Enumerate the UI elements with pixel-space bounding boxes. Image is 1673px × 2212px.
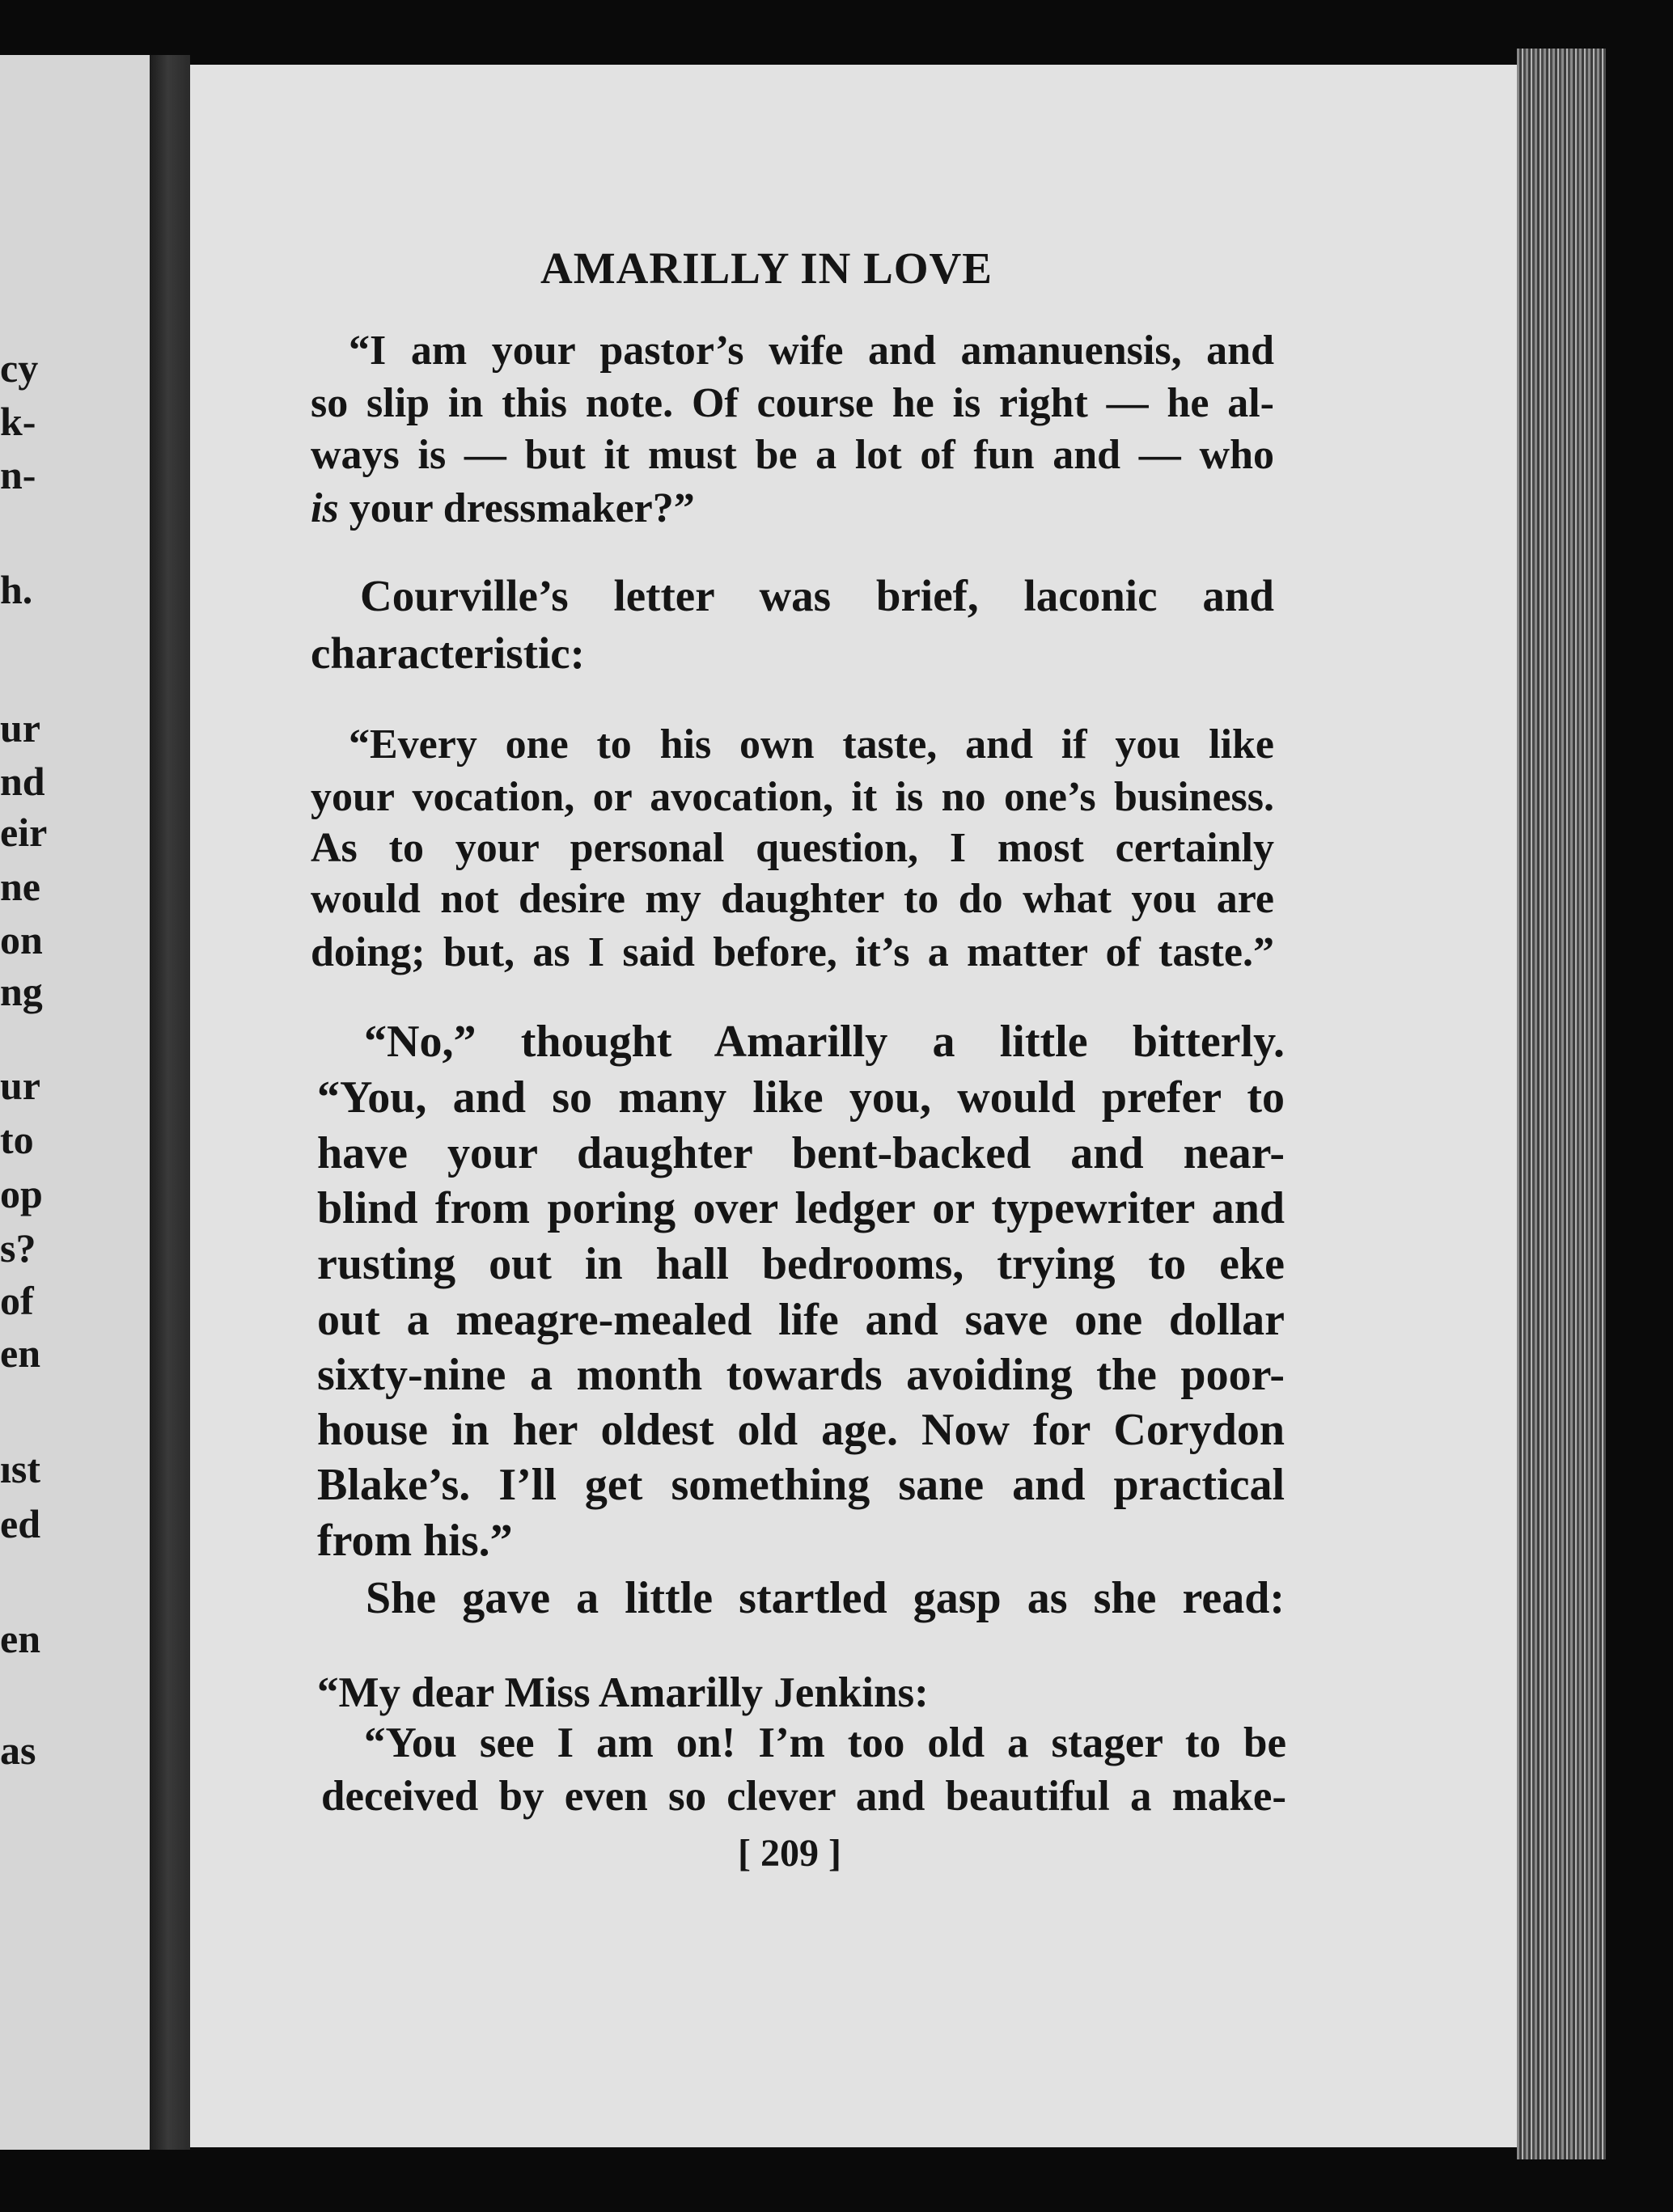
text-line xyxy=(311,485,695,531)
text-line: “No,” thought Amarilly a little bitterly. xyxy=(364,1017,1285,1067)
page-number: [ 209 ] xyxy=(738,1832,841,1875)
text-run: your dressmaker?” xyxy=(338,485,695,531)
text-line: deceived by even so clever and beautiful a make- xyxy=(321,1773,1286,1820)
margin-fragment: of xyxy=(0,1278,34,1323)
margin-fragment: en xyxy=(0,1330,40,1376)
text-line: out a meagre-mealed life and save one dollar xyxy=(317,1295,1285,1345)
text-line: “My dear Miss Amarilly Jenkins: xyxy=(317,1669,929,1716)
text-line: Courville’s letter was brief, laconic and xyxy=(360,571,1274,620)
text-line: “Every one to his own taste, and if you like xyxy=(349,721,1274,768)
book-gutter xyxy=(150,55,190,2150)
text-line: doing; but, as I said before, it’s a matter of taste.” xyxy=(311,929,1274,975)
margin-fragment: op xyxy=(0,1171,43,1216)
text-line: “I am your pastor’s wife and amanuensis, and xyxy=(349,328,1274,374)
page-stack-edge xyxy=(1517,49,1606,2159)
text-line: characteristic: xyxy=(311,628,585,678)
text-line: ways is — but it must be a lot of fun and — who xyxy=(311,432,1274,478)
text-line: sixty-nine a month towards avoiding the poor- xyxy=(317,1350,1285,1400)
margin-fragment: ed xyxy=(0,1501,40,1546)
margin-fragment: on xyxy=(0,917,43,962)
text-line: so slip in this note. Of course he is right — he al- xyxy=(311,380,1274,426)
text-line: rusting out in hall bedrooms, trying to eke xyxy=(317,1239,1285,1289)
text-line: house in her oldest old age. Now for Corydon xyxy=(317,1405,1285,1455)
text-line: “You, and so many like you, would prefer to xyxy=(317,1072,1285,1123)
margin-fragment: s? xyxy=(0,1225,36,1271)
margin-fragment: h. xyxy=(0,567,33,612)
margin-fragment: as xyxy=(0,1728,36,1773)
margin-fragment: ne xyxy=(0,864,40,909)
margin-fragment: ur xyxy=(0,1063,40,1108)
margin-fragment: eir xyxy=(0,810,48,855)
emphasis-word: is xyxy=(311,485,339,531)
text-line: your vocation, or avocation, it is no one’s business. xyxy=(311,774,1274,820)
running-head: AMARILLY IN LOVE xyxy=(540,243,993,293)
text-line: Blake’s. I’ll get something sane and practical xyxy=(317,1460,1285,1510)
text-line: “You see I am on! I’m too old a stager to be xyxy=(364,1719,1286,1766)
text-line: would not desire my daughter to do what you are xyxy=(311,876,1274,922)
margin-fragment: ıst xyxy=(0,1446,40,1491)
text-line: from his.” xyxy=(317,1516,513,1566)
margin-fragment: n- xyxy=(0,452,36,497)
margin-fragment: nd xyxy=(0,759,45,804)
margin-fragment: ng xyxy=(0,969,43,1014)
margin-fragment: to xyxy=(0,1117,34,1162)
facing-page-left xyxy=(0,55,150,2150)
margin-fragment: en xyxy=(0,1616,40,1661)
text-line: blind from poring over ledger or typewriter and xyxy=(317,1183,1285,1233)
margin-fragment: k- xyxy=(0,399,36,444)
text-line: As to your personal question, I most certainly xyxy=(311,825,1274,871)
margin-fragment: cy xyxy=(0,345,39,391)
margin-fragment: ur xyxy=(0,705,40,751)
background-edge xyxy=(1606,49,1673,2159)
text-line: have your daughter bent-backed and near- xyxy=(317,1128,1285,1178)
text-line: She gave a little startled gasp as she read: xyxy=(366,1573,1285,1623)
